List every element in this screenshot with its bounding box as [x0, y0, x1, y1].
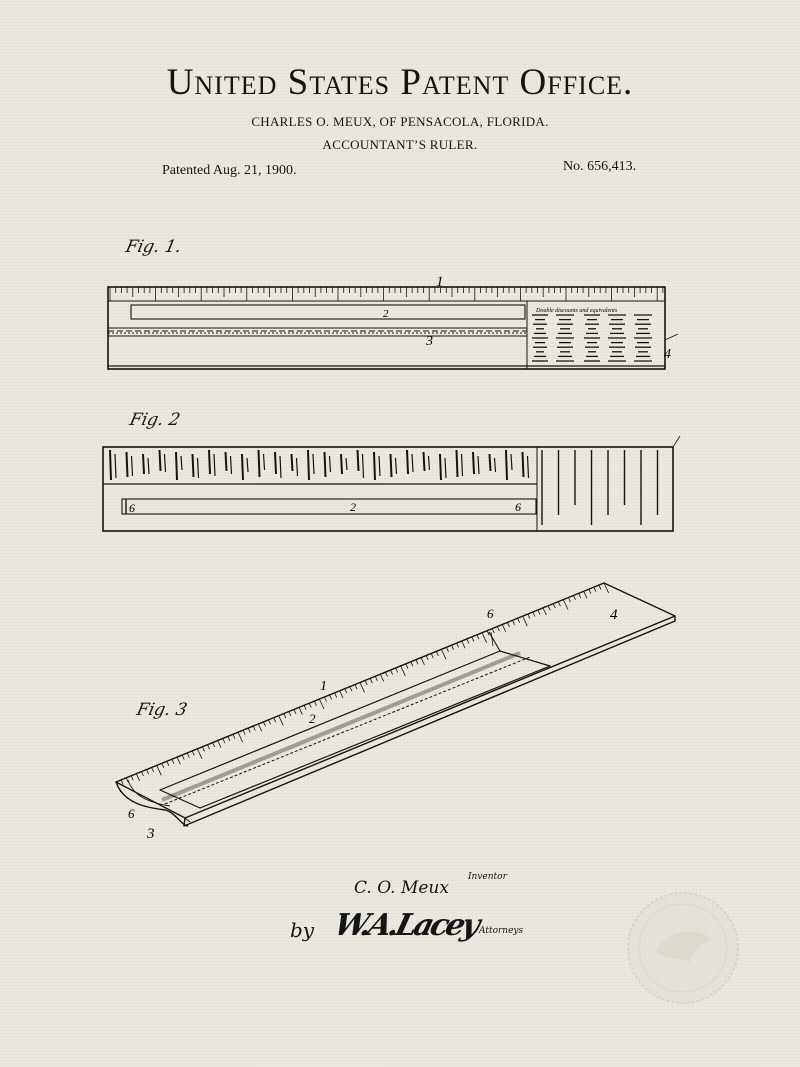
invention-title: ACCOUNTANT’S RULER.	[322, 137, 478, 152]
patent-seal	[628, 893, 738, 1003]
fig1-discount-table	[532, 315, 652, 361]
fig1-ref-2: 2	[383, 308, 389, 320]
fig3-ref-4: 4	[610, 607, 618, 623]
fig3-ref-6b: 6	[128, 806, 135, 821]
patent-number: No. 656,413.	[563, 159, 637, 174]
fig2-ref-6b: 6	[515, 500, 521, 514]
fig1-ref-3: 3	[426, 334, 433, 349]
fig3-ruler	[116, 583, 675, 826]
attorneys-label: Attorneys	[479, 926, 524, 936]
inventor-label: Inventor	[468, 872, 507, 882]
fig2-ref-6a: 6	[129, 501, 135, 515]
by-word: by	[290, 918, 315, 942]
fig1-ref-1: 1	[436, 274, 444, 290]
inventor-line: CHARLES O. MEUX, OF PENSACOLA, FLORIDA.	[251, 114, 549, 129]
fig3-ref-3: 3	[147, 826, 155, 842]
patent-date: Patented Aug. 21, 1900.	[162, 163, 297, 178]
inventor-signature: C. O. Meux	[354, 878, 449, 898]
attorney-signature: W.A.Lacey	[330, 908, 481, 943]
fig2-ref-2: 2	[350, 500, 356, 514]
fig3-ref-1: 1	[320, 679, 327, 694]
fig1-ref-4: 4	[664, 347, 671, 362]
patent-office-title: United States Patent Office.	[166, 62, 634, 103]
fig2-label: Fig. 2	[127, 410, 182, 430]
fig1-hatched-channel	[108, 328, 527, 336]
fig1-scale-ticks	[110, 287, 663, 301]
fig3-scale-ticks	[116, 583, 609, 792]
fig3-ref-2: 2	[309, 711, 316, 726]
fig1-label: Fig. 1.	[123, 237, 184, 257]
fig1-ruler	[108, 287, 678, 369]
fig2-ruler	[103, 436, 680, 531]
fig3-label: Fig. 3	[134, 700, 189, 720]
fig1-table-heading: Double discounts and equivalents	[536, 308, 618, 314]
fig3-ref-6a: 6	[487, 606, 494, 621]
